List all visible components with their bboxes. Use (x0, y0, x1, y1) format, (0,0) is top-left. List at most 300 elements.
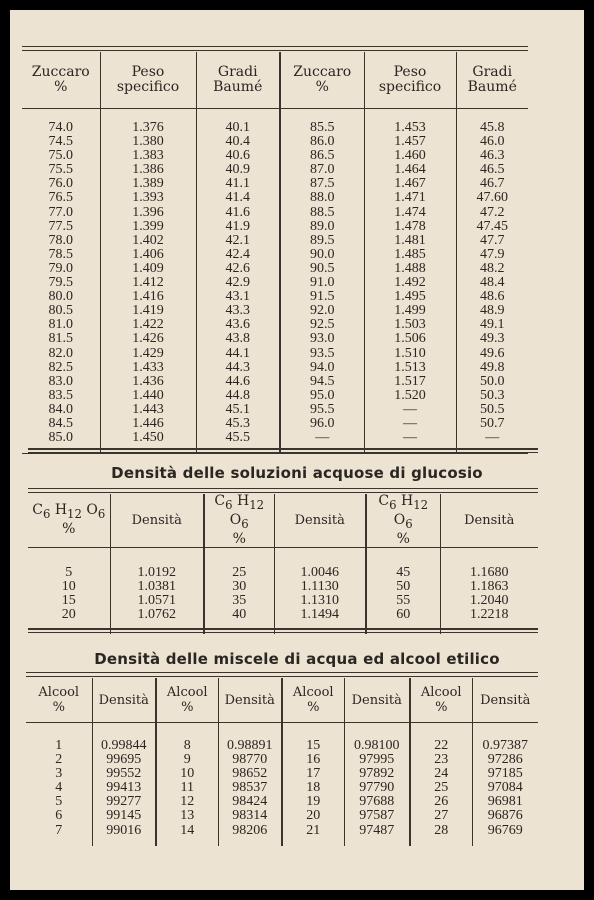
header-sugar-percent: Zuccaro % (22, 52, 100, 109)
glucose-row (28, 594, 538, 608)
table-cell: 1.1863 (440, 580, 538, 594)
header-alcohol-percent: Alcool % (410, 678, 472, 723)
table-cell: 24 (410, 767, 472, 781)
table-cell: 46.7 (456, 177, 528, 191)
sugar-row (22, 177, 528, 191)
table-cell: 45.1 (196, 403, 280, 417)
table-cell: 43.8 (196, 332, 280, 346)
table-cell: 47.9 (456, 248, 528, 262)
table-cell: 75.0 (48, 148, 73, 164)
table-cell: 95.5 (280, 403, 364, 417)
table-cell: 80.0 (48, 289, 73, 305)
sugar-row (22, 304, 528, 318)
table-cell: 1.0381 (110, 580, 204, 594)
table-cell: 46.0 (456, 135, 528, 149)
alcohol-section-title: Densità delle miscele di acqua ed alcool etilico (94, 650, 500, 668)
spacer-cell (282, 723, 344, 740)
table-cell: 93.5 (280, 347, 364, 361)
table-cell: 96876 (472, 809, 538, 823)
header-alcohol-percent: Alcool % (156, 678, 218, 723)
sugar-row (22, 234, 528, 248)
table-cell: 49.6 (456, 347, 528, 361)
table-cell: 1.2040 (440, 594, 538, 608)
table-cell: 41.1 (196, 177, 280, 191)
table-cell: 1.467 (364, 177, 456, 191)
glucose-top-rule-2 (28, 492, 538, 493)
glucose-row (28, 566, 538, 580)
table-cell: 1.0762 (110, 608, 204, 622)
alcohol-density-table (26, 678, 538, 846)
table-cell: 48.4 (456, 276, 528, 290)
header-alcohol-percent: Alcool % (26, 678, 92, 723)
spacer-cell (28, 547, 110, 566)
glucose-section-title: Densità delle soluzioni acquose di glucosio (111, 464, 483, 482)
header-glucose-percent: $C_6$ $H_{12}$ $O_6$ % (366, 494, 440, 547)
table-cell: 55 (366, 594, 440, 608)
glucose-density-table (28, 494, 538, 634)
sugar-row (22, 149, 528, 163)
table-cell: 41.9 (196, 220, 280, 234)
spacer-cell (410, 838, 472, 846)
top-rule (22, 46, 528, 47)
table-cell: 76.5 (48, 190, 73, 206)
table-cell: 87.0 (280, 163, 364, 177)
table-cell: 48.6 (456, 290, 528, 304)
table-cell: 1.0571 (110, 594, 204, 608)
table-cell: 26 (410, 795, 472, 809)
table-cell: 91.5 (280, 290, 364, 304)
table-cell: 45 (366, 566, 440, 580)
table-cell: 1.389 (100, 177, 196, 191)
table-cell: 40.9 (196, 163, 280, 177)
table-cell: 47.2 (456, 206, 528, 220)
table-cell: 18 (282, 781, 344, 795)
table-cell: 41.4 (196, 191, 280, 205)
table-cell: 11 (156, 781, 218, 795)
table-cell: 15 (61, 592, 76, 608)
sugar-row (22, 431, 528, 445)
table-cell: 17 (282, 767, 344, 781)
table-cell: 22 (410, 739, 472, 753)
table-cell: 1.436 (100, 375, 196, 389)
table-cell: 96769 (472, 824, 538, 838)
table-cell: 1.380 (100, 135, 196, 149)
table-cell: 85.0 (48, 430, 73, 446)
table-cell: 50.7 (456, 417, 528, 431)
table-cell: 97587 (344, 809, 410, 823)
header-density: Densità (440, 494, 538, 547)
table-cell: 42.4 (196, 248, 280, 262)
table-cell: 1.440 (100, 389, 196, 403)
header-sugar-percent: Zuccaro % (280, 52, 364, 109)
table-cell: 5 (55, 794, 63, 810)
table-cell: 84.5 (48, 415, 73, 431)
sugar-row (22, 276, 528, 290)
table-cell: 12 (156, 795, 218, 809)
table-cell: 90.5 (280, 262, 364, 276)
sugar-bottom-rule (22, 453, 528, 454)
table-cell: 86.5 (280, 149, 364, 163)
table-cell: 1.474 (364, 206, 456, 220)
table-cell: 1.492 (364, 276, 456, 290)
spacer-cell (204, 547, 274, 566)
table-cell: 50.5 (456, 403, 528, 417)
table-cell: 60 (366, 608, 440, 622)
table-cell: — (280, 431, 364, 445)
table-cell: 40.1 (196, 121, 280, 135)
table-cell: 1.412 (100, 276, 196, 290)
table-cell: 98652 (218, 767, 282, 781)
table-cell: 1.0046 (274, 566, 366, 580)
table-cell: 40 (204, 608, 274, 622)
table-cell: 10 (61, 578, 76, 594)
table-cell: 0.99844 (92, 739, 156, 753)
header-density: Densità (92, 678, 156, 723)
table-cell: 89.5 (280, 234, 364, 248)
table-cell: 21 (282, 824, 344, 838)
table-cell: 20 (61, 606, 76, 622)
table-cell: 6 (55, 808, 63, 824)
spacer-cell (344, 723, 410, 740)
table-cell: 1.460 (364, 149, 456, 163)
table-cell: 97286 (472, 753, 538, 767)
table-cell: 15 (282, 739, 344, 753)
table-cell: 1.499 (364, 304, 456, 318)
alcohol-row (26, 767, 538, 781)
table-cell: 1.453 (364, 121, 456, 135)
sugar-row (22, 262, 528, 276)
header-specific-weight: Peso specifico (364, 52, 456, 109)
spacer-cell (156, 838, 218, 846)
table-cell: 25 (410, 781, 472, 795)
table-cell: 93.0 (280, 332, 364, 346)
table-cell: 1.443 (100, 403, 196, 417)
table-cell: 1.513 (364, 361, 456, 375)
table-cell: 14 (156, 824, 218, 838)
sugar-row (22, 290, 528, 304)
table-cell: 96981 (472, 795, 538, 809)
table-cell: 47.60 (456, 191, 528, 205)
table-cell: 0.98891 (218, 739, 282, 753)
table-cell: — (456, 431, 528, 445)
table-cell: 50.3 (456, 389, 528, 403)
table-cell: 91.0 (280, 276, 364, 290)
table-cell: 43.3 (196, 304, 280, 318)
table-cell: 1.1130 (274, 580, 366, 594)
table-cell: 1.464 (364, 163, 456, 177)
table-cell: 97790 (344, 781, 410, 795)
table-cell: 77.0 (48, 204, 73, 220)
spacer-cell (472, 723, 538, 740)
sugar-row (22, 220, 528, 234)
table-cell: 98314 (218, 809, 282, 823)
table-cell: 98206 (218, 824, 282, 838)
table-cell: 43.6 (196, 318, 280, 332)
table-cell: 99277 (92, 795, 156, 809)
sugar-row (22, 318, 528, 332)
table-cell: 41.6 (196, 206, 280, 220)
table-cell: 83.5 (48, 387, 73, 403)
table-cell: 81.0 (48, 317, 73, 333)
top-rule-2 (22, 50, 528, 51)
table-cell: 1.1310 (274, 594, 366, 608)
table-cell: 79.5 (48, 275, 73, 291)
table-cell: 1.399 (100, 220, 196, 234)
table-cell: 78.0 (48, 232, 73, 248)
table-cell: 49.1 (456, 318, 528, 332)
spacer-cell (92, 723, 156, 740)
header-density: Densità (218, 678, 282, 723)
table-cell: 1.2218 (440, 608, 538, 622)
table-cell: 1.488 (364, 262, 456, 276)
spacer-cell (410, 723, 472, 740)
table-cell: 1.517 (364, 375, 456, 389)
table-cell: 83.0 (48, 373, 73, 389)
table-cell: 1.450 (100, 431, 196, 445)
table-cell: 1.510 (364, 347, 456, 361)
table-cell: 1.419 (100, 304, 196, 318)
table-cell: 2 (55, 752, 63, 768)
table-cell: 96.0 (280, 417, 364, 431)
header-density: Densità (472, 678, 538, 723)
table-cell: 40.4 (196, 135, 280, 149)
table-cell: 92.5 (280, 318, 364, 332)
table-cell: 45.5 (196, 431, 280, 445)
table-cell: 10 (156, 767, 218, 781)
table-cell: 82.5 (48, 359, 73, 375)
table-cell: — (364, 403, 456, 417)
table-cell: 1.386 (100, 163, 196, 177)
table-cell: 42.9 (196, 276, 280, 290)
table-cell: 97688 (344, 795, 410, 809)
table-cell: 4 (55, 780, 63, 796)
table-cell: 1.396 (100, 206, 196, 220)
table-cell: 1.376 (100, 121, 196, 135)
table-cell: 89.0 (280, 220, 364, 234)
table-cell: 1.402 (100, 234, 196, 248)
table-cell: 82.0 (48, 345, 73, 361)
table-cell: 45.8 (456, 121, 528, 135)
alcohol-row (26, 739, 538, 753)
table-cell: 85.5 (280, 121, 364, 135)
table-cell: 1.1680 (440, 566, 538, 580)
spacer-cell (110, 547, 204, 566)
table-cell: 1.485 (364, 248, 456, 262)
table-cell: 76.0 (48, 176, 73, 192)
alcohol-row (26, 809, 538, 823)
table-cell: 1.426 (100, 332, 196, 346)
spacer-cell (26, 723, 92, 740)
table-cell: 1.409 (100, 262, 196, 276)
sugar-header-row (22, 52, 528, 109)
spacer-row (26, 723, 538, 740)
table-cell: 95.0 (280, 389, 364, 403)
table-cell: 49.8 (456, 361, 528, 375)
alcohol-row (26, 795, 538, 809)
header-alcohol-percent: Alcool % (282, 678, 344, 723)
table-cell: 75.5 (48, 162, 73, 178)
table-cell: 87.5 (280, 177, 364, 191)
alcohol-row (26, 824, 538, 838)
table-cell: 44.8 (196, 389, 280, 403)
table-cell: 42.1 (196, 234, 280, 248)
sugar-row (22, 375, 528, 389)
table-cell: 1.422 (100, 318, 196, 332)
table-cell: 44.3 (196, 361, 280, 375)
table-cell: 0.97387 (472, 739, 538, 753)
sugar-row (22, 206, 528, 220)
table-cell: 1.478 (364, 220, 456, 234)
table-cell: 13 (156, 809, 218, 823)
table-cell: 16 (282, 753, 344, 767)
glucose-top-rule (28, 488, 538, 489)
table-cell: 99695 (92, 753, 156, 767)
table-cell: 47.45 (456, 220, 528, 234)
spacer-row (26, 838, 538, 846)
table-cell: 78.5 (48, 246, 73, 262)
table-cell: 23 (410, 753, 472, 767)
table-cell: 1.433 (100, 361, 196, 375)
glucose-row (28, 580, 538, 594)
table-cell: 86.0 (280, 135, 364, 149)
spacer-cell (366, 547, 440, 566)
spacer-cell (472, 838, 538, 846)
alcohol-top-rule (26, 672, 538, 673)
table-cell: 30 (204, 580, 274, 594)
sugar-row (22, 332, 528, 346)
table-cell: 47.7 (456, 234, 528, 248)
table-cell: 27 (410, 809, 472, 823)
header-baume-degrees: Gradi Baumé (196, 52, 280, 109)
table-cell: 1.481 (364, 234, 456, 248)
table-cell: 42.6 (196, 262, 280, 276)
glucose-header-row (28, 494, 538, 547)
table-cell: 43.1 (196, 290, 280, 304)
alcohol-row (26, 753, 538, 767)
table-cell: 5 (65, 564, 73, 580)
section-rule (28, 628, 538, 630)
alcohol-row (26, 781, 538, 795)
table-cell: 1.506 (364, 332, 456, 346)
sugar-row (22, 163, 528, 177)
spacer-cell (440, 547, 538, 566)
table-cell: 49.3 (456, 332, 528, 346)
sugar-row (22, 403, 528, 417)
table-cell: 1.495 (364, 290, 456, 304)
sugar-row (22, 417, 528, 431)
table-cell: 88.0 (280, 191, 364, 205)
table-cell: 1.471 (364, 191, 456, 205)
table-cell: 1.429 (100, 347, 196, 361)
table-cell: 84.0 (48, 401, 73, 417)
table-cell: 1.0192 (110, 566, 204, 580)
table-cell: 50.0 (456, 375, 528, 389)
alcohol-top-rule-2 (26, 676, 538, 677)
table-cell: 40.6 (196, 149, 280, 163)
header-baume-degrees: Gradi Baumé (456, 52, 528, 109)
table-cell: 97487 (344, 824, 410, 838)
table-cell: 48.2 (456, 262, 528, 276)
table-cell: 1.520 (364, 389, 456, 403)
table-cell: 99552 (92, 767, 156, 781)
table-cell: 7 (55, 822, 63, 838)
table-cell: 3 (55, 766, 63, 782)
spacer-cell (218, 723, 282, 740)
spacer-cell (274, 547, 366, 566)
header-glucose-percent: $C_6$ $H_{12}$ $O_6$ % (28, 494, 110, 547)
table-cell: 0.98100 (344, 739, 410, 753)
table-cell: 99413 (92, 781, 156, 795)
spacer-cell (92, 838, 156, 846)
table-cell: — (364, 431, 456, 445)
header-density: Densità (274, 494, 366, 547)
table-cell: 44.6 (196, 375, 280, 389)
table-cell: 25 (204, 566, 274, 580)
table-cell: 97892 (344, 767, 410, 781)
table-cell: 1.446 (100, 417, 196, 431)
table-cell: 79.0 (48, 260, 73, 276)
spacer-row (22, 109, 528, 122)
table-cell: 94.0 (280, 361, 364, 375)
table-cell: 46.3 (456, 149, 528, 163)
sugar-row (22, 361, 528, 375)
sugar-row (22, 248, 528, 262)
table-cell: 44.1 (196, 347, 280, 361)
table-cell: 1.393 (100, 191, 196, 205)
glucose-row (28, 608, 538, 622)
table-cell: 99016 (92, 824, 156, 838)
table-cell: 98537 (218, 781, 282, 795)
header-density: Densità (344, 678, 410, 723)
table-cell: 1.457 (364, 135, 456, 149)
table-cell: 92.0 (280, 304, 364, 318)
table-cell: 74.5 (48, 134, 73, 150)
spacer-cell (282, 838, 344, 846)
table-cell: 1.503 (364, 318, 456, 332)
table-cell: 80.5 (48, 303, 73, 319)
table-cell: 19 (282, 795, 344, 809)
book-page (10, 10, 584, 890)
sugar-row (22, 135, 528, 149)
table-cell: 1.406 (100, 248, 196, 262)
table-cell: 1.383 (100, 149, 196, 163)
table-cell: 20 (282, 809, 344, 823)
table-cell: 50 (366, 580, 440, 594)
table-cell: 45.3 (196, 417, 280, 431)
spacer-cell (344, 838, 410, 846)
table-cell: 90.0 (280, 248, 364, 262)
header-specific-weight: Peso specifico (100, 52, 196, 109)
table-cell: 46.5 (456, 163, 528, 177)
table-cell: 35 (204, 594, 274, 608)
header-glucose-percent: $C_6$ $H_{12}$ $O_6$ % (204, 494, 274, 547)
table-cell: 9 (156, 753, 218, 767)
spacer-cell (156, 723, 218, 740)
table-cell: 1.416 (100, 290, 196, 304)
table-cell: — (364, 417, 456, 431)
table-cell: 77.5 (48, 218, 73, 234)
table-cell: 97995 (344, 753, 410, 767)
table-cell: 88.5 (280, 206, 364, 220)
table-cell: 81.5 (48, 331, 73, 347)
sugar-row (22, 347, 528, 361)
table-cell: 98770 (218, 753, 282, 767)
sugar-row (22, 121, 528, 135)
spacer-cell (218, 838, 282, 846)
sugar-row (22, 389, 528, 403)
table-cell: 28 (410, 824, 472, 838)
table-cell: 1.1494 (274, 608, 366, 622)
